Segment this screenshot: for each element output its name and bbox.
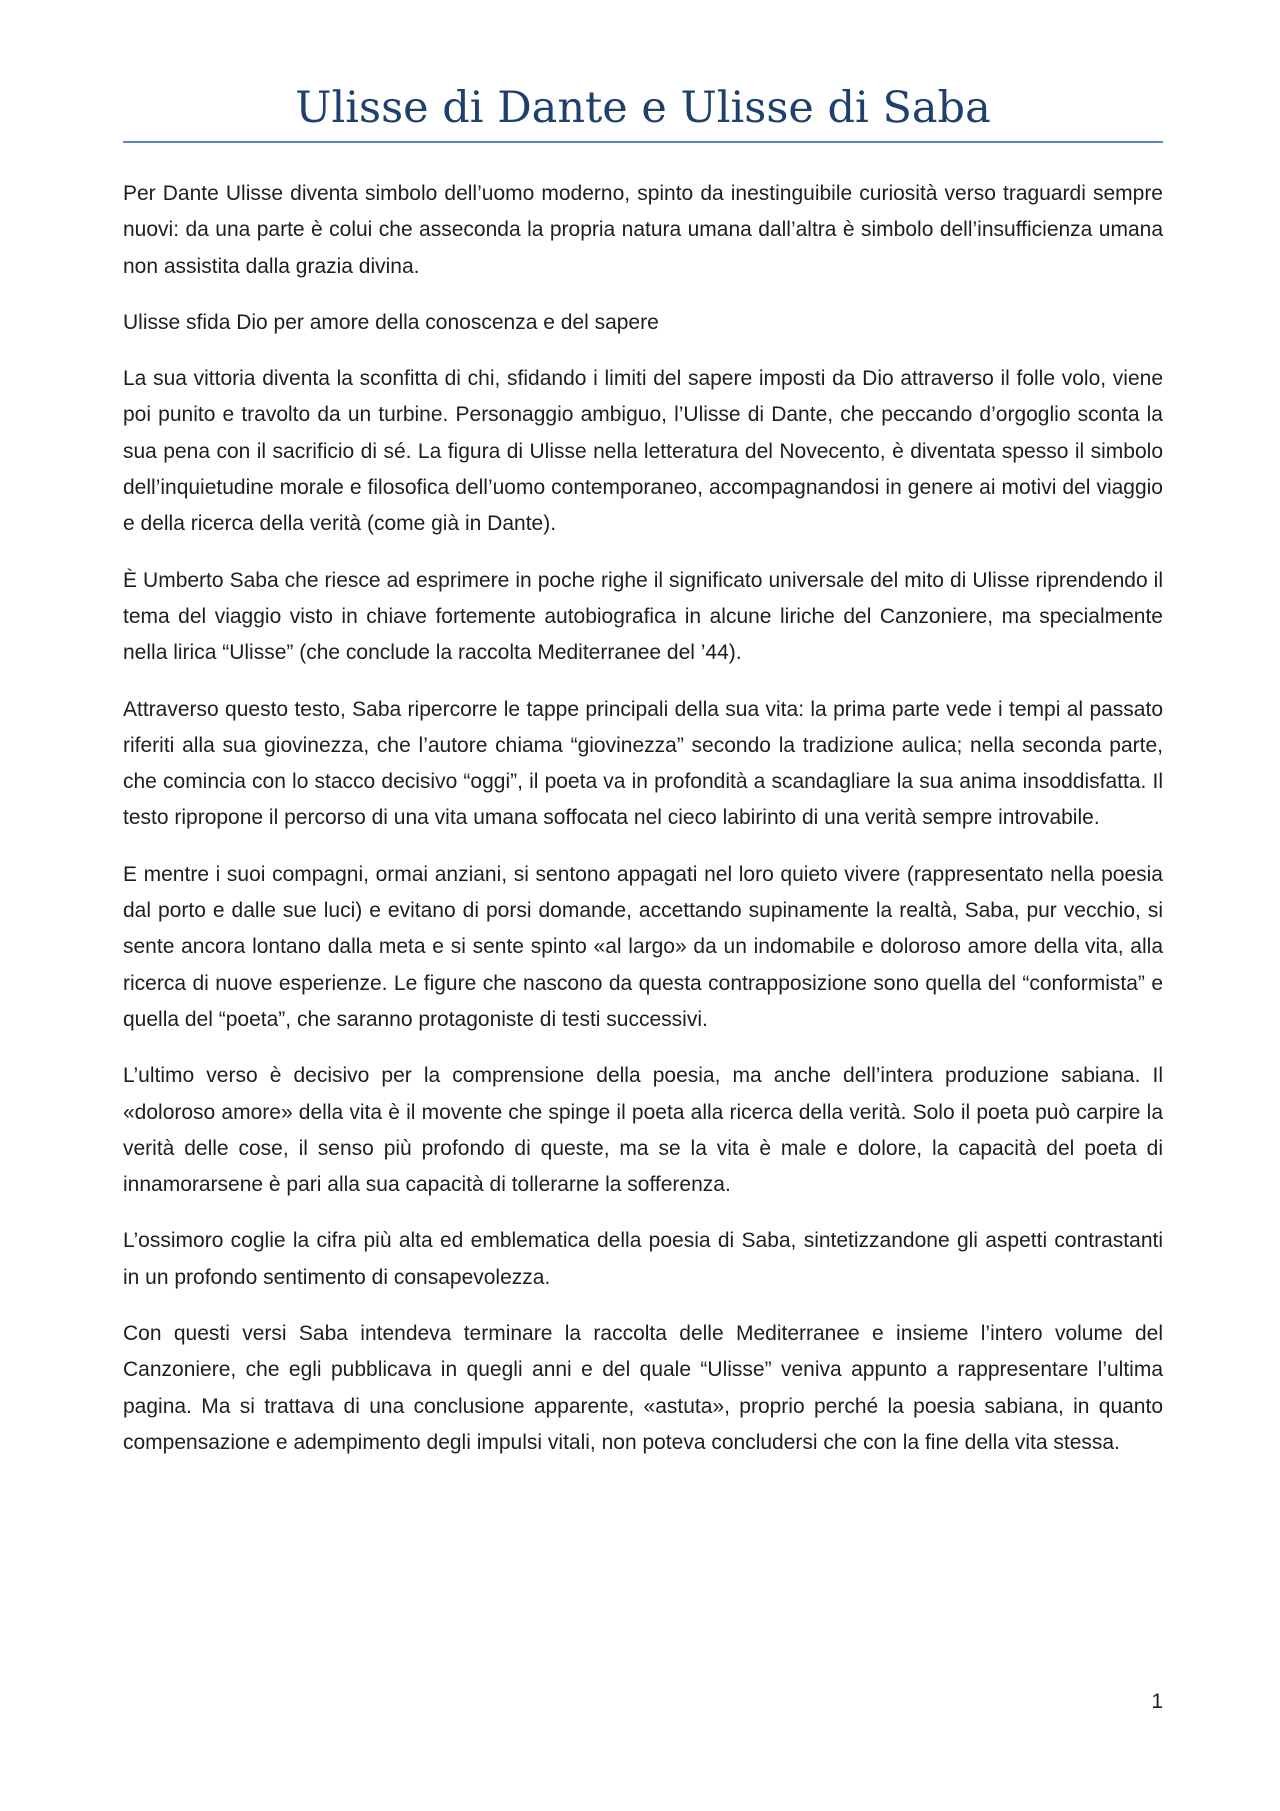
paragraph: Ulisse sfida Dio per amore della conoscenza e del sapere: [123, 310, 659, 334]
document-body: [123, 176, 1163, 1481]
paragraph: La sua vittoria diventa la sconfitta di chi, sfidando i limiti del sapere imposti da Dio attraverso il folle volo, viene poi punito e travolto da un turbine. Personaggio ambiguo, l’Ulisse di Dante, che peccando d’orgoglio sconta la sua pena con il sacrificio di sé. La figura di Ulisse nella letteratura del Novecento, è diventata spesso il simbolo dell’inquietudine morale e filosofica dell’uomo contemporaneo, accompagnandosi in genere ai motivi del viaggio e della ricerca della verità (come già in Dante).: [123, 367, 1163, 536]
paragraph: Attraverso questo testo, Saba ripercorre le tappe principali della sua vita: la prima parte vede i tempi al passato riferiti alla sua giovinezza, che l’autore chiama “giovinezza” secondo la tradizione aulica; nella seconda parte, che comincia con lo stacco decisivo “oggi”, il poeta va in profondità a scandagliare la sua anima insoddisfatta. Il testo ripropone il percorso di una vita umana soffocata nel cieco labirinto di una verità sempre introvabile.: [123, 697, 1163, 830]
paragraph: E mentre i suoi compagni, ormai anziani, si sentono appagati nel loro quieto vivere (rappresentato nella poesia dal porto e dalle sue luci) e evitano di porsi domande, accettando supinamente la realtà, Saba, pur vecchio, si sente ancora lontano dalla meta e si sente spinto «al largo» da un indomabile e doloroso amore della vita, alla ricerca di nuove esperienze. Le figure che nascono da questa contrapposizione sono quella del “conformista” e quella del “poeta”, che saranno protagoniste di testi successivi.: [123, 862, 1163, 1031]
document-title: Ulisse di Dante e Ulisse di Saba: [295, 83, 991, 133]
title-underline: [123, 141, 1163, 143]
page-number: 1: [1151, 1690, 1163, 1713]
paragraph: L’ultimo verso è decisivo per la comprensione della poesia, ma anche dell’intera produzione sabiana. Il «doloroso amore» della vita è il movente che spinge il poeta alla ricerca della verità. Solo il poeta può carpire la verità delle cose, il senso più profondo di queste, ma se la vita è male e dolore, la capacità del poeta di innamorarsene è pari alla sua capacità di tollerarne la sofferenza.: [123, 1064, 1163, 1197]
paragraph: È Umberto Saba che riesce ad esprimere in poche righe il significato universale del mito di Ulisse riprendendo il tema del viaggio visto in chiave fortemente autobiografica in alcune liriche del Canzoniere, ma specialmente nella lirica “Ulisse” (che conclude la raccolta Mediterranee del ’44).: [123, 568, 1163, 665]
paragraph: Con questi versi Saba intendeva terminare la raccolta delle Mediterranee e insieme l’intero volume del Canzoniere, che egli pubblicava in quegli anni e del quale “Ulisse” veniva appunto a rappresentare l’ultima pagina. Ma si trattava di una conclusione apparente, «astuta», proprio perché la poesia sabiana, in quanto compensazione e adempimento degli impulsi vitali, non poteva concludersi che con la fine della vita stessa.: [123, 1322, 1163, 1454]
paragraph: Per Dante Ulisse diventa simbolo dell’uomo moderno, spinto da inestinguibile curiosità verso traguardi sempre nuovi: da una parte è colui che asseconda la propria natura umana dall’altra è simbolo dell’insufficienza umana non assistita dalla grazia divina.: [123, 182, 1163, 278]
paragraph: L’ossimoro coglie la cifra più alta ed emblematica della poesia di Saba, sintetizzandone gli aspetti contrastanti in un profondo sentimento di consapevolezza.: [123, 1229, 1163, 1289]
